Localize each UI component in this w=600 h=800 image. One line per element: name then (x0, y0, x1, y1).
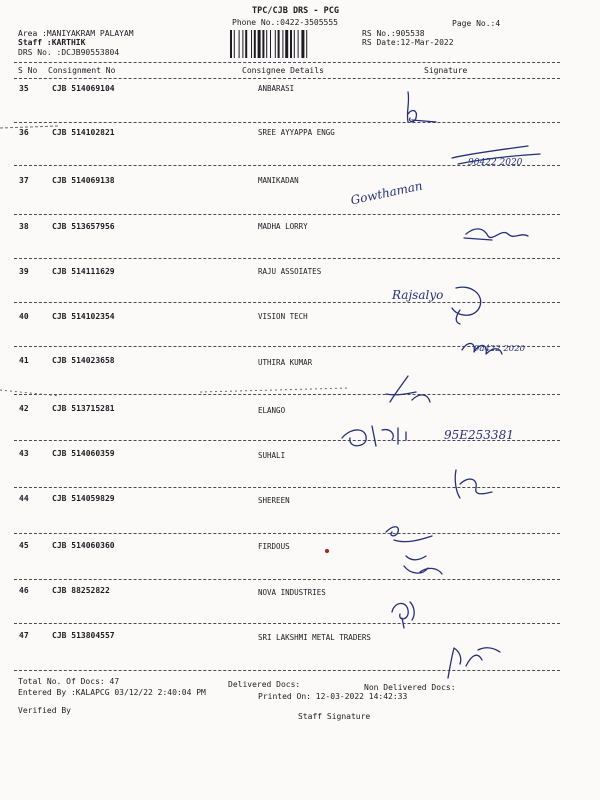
row-consignment: CJB 88252822 (52, 586, 110, 595)
barcode-bar (278, 30, 280, 58)
entered-by: Entered By :KALAPCG 03/12/22 2:40:04 PM (18, 688, 206, 697)
row-divider (14, 579, 560, 580)
row-consignee: VISION TECH (258, 312, 308, 321)
col-sno: S No (18, 66, 38, 75)
col-signature: Signature (424, 66, 468, 75)
barcode-bar (239, 30, 240, 58)
signature-47 (438, 642, 508, 682)
row-consignment: CJB 514111629 (52, 267, 115, 276)
row-consignment: CJB 514023658 (52, 356, 115, 365)
row-consignee: NOVA INDUSTRIES (258, 588, 326, 597)
row-sno: 47 (19, 631, 29, 640)
signature-43 (448, 466, 498, 502)
handwritten-note-41: 9a422 2020 (474, 344, 526, 354)
col-consignee: Consignee Details (242, 66, 324, 75)
rs-number: RS No.:905538 (362, 29, 425, 38)
header-rule-top (14, 62, 560, 63)
row-consignee: ELANGO (258, 406, 286, 415)
row-sno: 40 (19, 312, 29, 321)
row-consignee: MANIKADAN (258, 176, 299, 185)
red-mark (324, 548, 330, 554)
non-delivered-docs: Non Delivered Docs: (364, 683, 456, 692)
row-consignment: CJB 514060359 (52, 449, 115, 458)
row-sno: 37 (19, 176, 29, 185)
row-consignee: SHEREEN (258, 496, 290, 505)
row-divider (14, 623, 560, 624)
drs-number: DRS No. :DCJB90553804 (18, 48, 120, 57)
barcode-bar (258, 30, 261, 58)
rs-date: RS Date:12-Mar-2022 (362, 38, 454, 47)
barcode-bar (282, 30, 283, 58)
staff-label: Staff :KARTHIK (18, 38, 86, 47)
row-consignee: MADHA LORRY (258, 222, 308, 231)
scan-smudge (0, 120, 60, 134)
row-sno: 44 (19, 494, 29, 503)
row-sno: 46 (19, 586, 29, 595)
barcode-bar (294, 30, 295, 58)
printed-on: Printed On: 12-03-2022 14:42:33 (258, 692, 408, 701)
row-consignment: CJB 513715281 (52, 404, 115, 413)
row-consignment: CJB 514102354 (52, 312, 115, 321)
barcode-bar (290, 30, 292, 58)
row-consignee: FIRDOUS (258, 542, 290, 551)
total-docs: Total No. Of Docs: 47 (18, 677, 120, 686)
signature-44 (380, 520, 440, 550)
delivered-docs: Delivered Docs: (228, 680, 301, 689)
row-consignment: CJB 514069138 (52, 176, 115, 185)
row-consignee: SUHALI (258, 451, 286, 460)
barcode-bar (254, 30, 256, 58)
barcode-bar (262, 30, 264, 58)
phone-number: Phone No.:0422-3505555 (232, 18, 338, 27)
barcode-bar (266, 30, 267, 58)
barcode-bar (275, 30, 276, 58)
barcode-bar (234, 30, 235, 58)
row-divider (14, 214, 560, 215)
row-consignment: CJB 514060360 (52, 541, 115, 550)
row-consignment: CJB 514102821 (52, 128, 115, 137)
barcode-bar (301, 30, 304, 58)
row-divider (14, 258, 560, 259)
signature-41b (372, 372, 442, 408)
area-label: Area :MANIYAKRAM PALAYAM (18, 29, 134, 38)
barcode-bar (298, 30, 299, 58)
barcode-bar (285, 30, 288, 58)
barcode-bar (306, 30, 307, 58)
row-sno: 42 (19, 404, 29, 413)
row-consignee: RAJU ASSOIATES (258, 267, 322, 276)
header-rule-bottom (14, 78, 560, 79)
row-consignment: CJB 514059829 (52, 494, 115, 503)
row-consignment: CJB 513657956 (52, 222, 115, 231)
row-sno: 35 (19, 84, 29, 93)
signature-45 (398, 552, 448, 582)
handwritten-phone-42: 95E253381 (444, 428, 514, 442)
handwritten-note-36: 90422 2020 (468, 158, 523, 168)
row-consignee: ANBARASI (258, 84, 295, 93)
barcode-bar (251, 30, 252, 58)
verified-by: Verified By (18, 706, 71, 715)
scan-smudge-lower (0, 384, 360, 400)
row-sno: 45 (19, 541, 29, 550)
row-consignee: SRI LAKSHMI METAL TRADERS (258, 633, 371, 642)
page-number: Page No.:4 (452, 19, 501, 28)
barcode (230, 30, 360, 58)
signature-35 (398, 88, 438, 130)
staff-signature-label: Staff Signature (298, 712, 371, 721)
col-consignment: Consignment No (48, 66, 116, 75)
signature-46 (386, 596, 426, 632)
row-consignee: UTHIRA KUMAR (258, 358, 313, 367)
row-sno: 38 (19, 222, 29, 231)
row-sno: 39 (19, 267, 29, 276)
handwritten-name-37: Gowthaman (349, 178, 424, 208)
row-divider (14, 533, 560, 534)
signature-42 (336, 418, 436, 452)
row-consignee: SREE AYYAPPA ENGG (258, 128, 335, 137)
row-sno: 43 (19, 449, 29, 458)
sheet-title: TPC/CJB DRS - PCG (252, 6, 339, 16)
barcode-bar (242, 30, 243, 58)
row-sno: 41 (19, 356, 29, 365)
barcode-bar (270, 30, 271, 58)
row-consignment: CJB 514069104 (52, 84, 115, 93)
signature-38 (462, 218, 532, 248)
row-sno: 36 (19, 128, 29, 137)
handwritten-name-39: Rajsalyo (392, 288, 444, 302)
row-divider (14, 122, 560, 123)
barcode-bar (245, 30, 247, 58)
row-consignment: CJB 513804557 (52, 631, 115, 640)
barcode-bar (230, 30, 232, 58)
